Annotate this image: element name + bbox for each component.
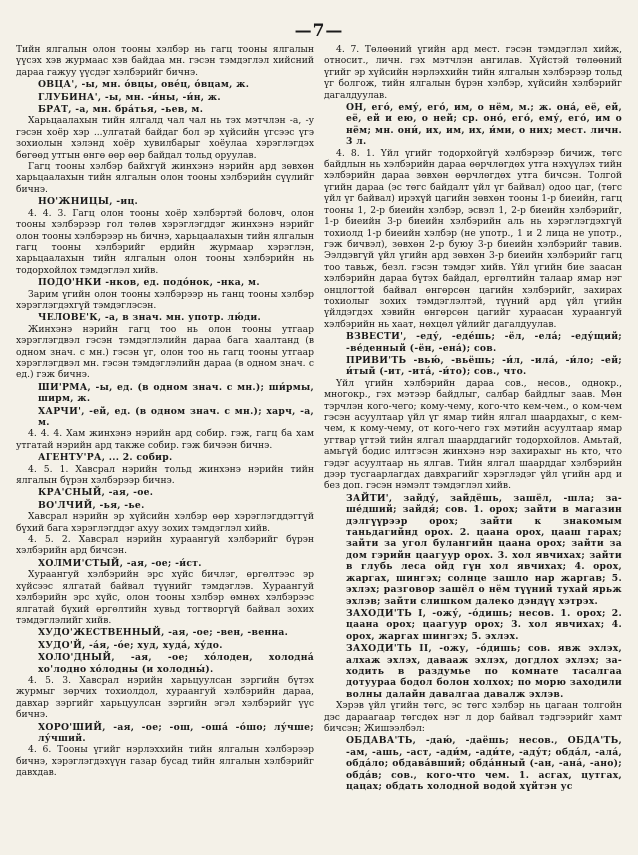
entry-text: ЧЕЛОВЕ'К, -а, в знач. мн. употр. лю́ди.: [38, 312, 262, 324]
entry-text: ЗАЙТИ', зайду́, зайдёшь, зашёл, -шла; за-ше́дший; зайдя́; сов. 1. орох; зайти в магазин дэлгүүрээр орох; зайти к знакомым таньдагийнд орох. 2. цаана орох, цааш гарах; зайти за угол булангийн цаана орох; зайти за дом гэрийн цаагуур орох. 3. хол явчихах; зайти в глубь леса ойд гүн хол явчихах; 4. орох, жаргах, шингэх; солнце зашло нар жаргав; 5. эхлэх; разговор зашёл о нём түүний тухай ярьж эхлэв; зайти слишком далеко дэндүү хэтрэх.: [346, 492, 622, 607]
entry-text: ВО'ЛЧИЙ, -ья, -ье.: [38, 499, 145, 511]
explanatory-paragraph: 4. 5. 2. Хавсрал нэрийн хураангуй хэлбэрийг бүрэн хэлбэрийн ард бичсэн.: [16, 534, 314, 557]
entry-text: ХОРО'ШИЙ, -ая, -ое; -ош, -оша́ -о́шо; лу́чше; лу́чший.: [38, 721, 314, 744]
explanatory-paragraph: 4. 5. 3. Хавсрал нэрийн харьцуулсан зэргийн бүтэх журмыг зөрчих тохиолдол, хураангуй хэлбэрийн дараа, давхар зэргийг харьцуулсан зэргийн эгэл хэлбэрийг үүс бичнэ.: [16, 674, 314, 721]
entry-text: КРА'СНЫЙ, -ая, -ое.: [38, 487, 154, 499]
dictionary-entry: [16, 382, 314, 405]
explanatory-paragraph: Тийн ялгалын олон тооны хэлбэр нь гагц тооны ялгалын үүсэх хэв журмаас хэв байдаа мн. гэсэн тэмдэглэл хийсний дараа гажуу үүсдэг хэлбэрийг бичнэ.: [16, 44, 314, 78]
dictionary-entry: [16, 92, 314, 103]
entry-text: ХОЛМИ'СТЫЙ, -ая, -ое; -и́ст.: [38, 557, 202, 569]
dictionary-entry: [16, 627, 314, 638]
entry-text: ВЗВЕСТИ', -еду́, -еде́шь; -ёл, -ела́; -еду́щий; -ве́денный (-ён, -ена́); сов.: [346, 331, 622, 354]
explanatory-paragraph: 4. 5. 1. Хавсрал нэрийн тольд жинхэнэ нэрийн тийн ялгалын бүрэн хэлбэрээр бичнэ.: [16, 463, 314, 487]
dictionary-entry: [16, 277, 314, 288]
entry-text: ХАРЧИ', -ей, ед. (в одном знач. с мн.); харч, -а, м.: [38, 405, 314, 428]
explanatory-paragraph: 4. 4. 4. Хам жинхэнэ нэрийн ард собир. гэж, гагц ба хам утгатай нэрийн ард также собир. гэж бичээн бичнэ.: [16, 428, 314, 451]
explanatory-paragraph: Хураангуй хэлбэрийн эрс хүйс бичлэг, өргөлтээс эр хүйсээс ялгатай байвал түүнийг тэмдэглэв. Хураангуй хэлбэрийн эрс хүйс, олон тооны хэлбэр өмнөх хэлбэрээс ялгатай бүхий өргөлтийн хувьд тогтворгүй байвал зохих тэмдэглэлийг хийв.: [16, 569, 314, 626]
explanatory-paragraph: Үйл үгийн хэлбэрийн дараа сов., несов., однокр., многокр., гэх мэтээр байдлыг, салбар байдлыг заав. Мөн тэрчлэн кого-чего; кому-чему, кого-что кем-чем., о ком-чем гэсэн асуултаар үйл үг ямар тийн ялгал шаардахыг, с кем-чем, к кому-чему, от кого-чего гэх мэтийн асуултаар ямар угтвар үгтэй тийн ялгал шаарддагийг тодорхойлов. Амьтай, амьгүй бодис илтгэсэн жинхэнэ нэр захирахыг нь кто, что гэдэг асуултаар нь ялгав. Тийн ялгал шаарддаг хэлбэрийн дээр тусгаарлагдах давхрагийг хэрэглэдэг үйл үгийн ард и без доп. гэсэн нэмэлт тэмдэглэл хийв.: [324, 377, 622, 492]
dictionary-entry: [16, 312, 314, 323]
dictionary-entry: [16, 652, 314, 675]
explanatory-paragraph: 4. 4. 3. Гагц олон тооны хоёр хэлбэртэй боловч, олон тооны хэлбэрээр гол төлөв хэрэглэгддэг жинхэнэ нэрийг олон тооны хэлбэрээр нь бичнэ, харьцаалахын тийн ялгалын гагц тооны хэлбэрийг ердийн журмаар хэрэглэн, харьцаалахын тийн ялгалын олон тооны хэлбэрийн нь тодорхойлох тэмдэглэл хийв.: [16, 207, 314, 276]
dictionary-entry: [16, 487, 314, 498]
explanatory-paragraph: 4. 8. 1. Үйл үгийг тодорхойгүй хэлбэрээр бичиж, төгс байдлын нь хэлбэрийн дараа өөрчлөгдөх утга нэхүүлэх тийн хэлбэрийн дараа зөвхөн өөрчлөгдөх утга бичсэн. Толгой үгийн дараа (эс төгс байдалт үйл үг байвал) одоо цаг, (төгс үйл үг байвал) ирэхүй цагийн зөвхөн тооны 1-р биеийн, гагц тооны 1, 2-р биеийн хэлбэр, эсвэл 1, 2-р биеийн хэлбэрийг, 1-р биеийн 3-р биеийн хэлбэрийн аль нь хэрэглэгдэхгүй тохиолд 1-р биеийн хэлбэр (не употр., 1 и 2 лица не употр., гэж бичвэл), зөвхөн 2-р буюу 3-р биеийн хэлбэрийг тавив. Ээлдэвгүй үйл үгийн ард зөвхөн 3-р биеийн хэлбэрийг гагц тоо тавьж, безл. гэсэн тэмдэг хийв. Үйл үгийн бие заасан хэлбэрийн дараа бүтэх байдал, ергөлтийн талаар ямар нэг онцлогтой байвал өнгөрсөн цагийн хэлбэрийг, захирах тохиолыг зохих тэмдэглэлтэй, түүний ард үйл үгийн үйлдэгдэх хэвийн өнгөрсөн цагийг хураасан хураангуй хэлбэрийн нь хаат, нөхцөл үйлийг дагалдуулав.: [324, 147, 622, 330]
dictionary-entry: [16, 452, 314, 463]
explanatory-paragraph: 4. 7. Төлөөний үгийн ард мест. гэсэн тэмдэглэл хийж, относит., личн. гэх мэтчлэн ангилав. Хүйстэй төлөөний үгийг эр хүйсийн нэрлэххийн тийн ялгалын хэлбэрээр тольд үг болгож, тийн ялгалын бүрэн хэлбэр, хүйсийн хэлбэрийг дагалдуулав.: [324, 44, 622, 101]
entry-text: ХУДО'ЖЕСТВЕННЫЙ, -ая, -ое; -вен, -венна.: [38, 627, 289, 639]
entry-text: ГЛУБИНА', -ы, мн. -и́ны, -и́н, ж.: [38, 91, 221, 103]
dictionary-entry: [324, 102, 622, 148]
dictionary-entry: [324, 331, 622, 354]
dictionary-entry: [16, 104, 314, 115]
explanatory-paragraph: 4. 6. Тооны үгийг нэрлэххийн тийн ялгалын хэлбэрээр бичнэ, хэрэглэгдэхүүн газар бусад тийн ялгалын хэлбэрийг давхдав.: [16, 744, 314, 779]
entry-text: БРАТ, -а, мн. бра́тья, -ьев, м.: [38, 104, 204, 116]
dictionary-entry: [16, 500, 314, 511]
columns: [16, 44, 622, 849]
right-column: [324, 44, 622, 849]
left-column: [16, 44, 314, 849]
entry-text: ЗАХОДИ'ТЬ I, -ожу́, -о́дишь; несов. 1. орох; 2. цаана орох; цаагуур орох; 3. хол явчихах; 4. орох, жаргах шингэх; 5. эхлэх.: [346, 607, 622, 642]
entry-text: ЗАХОДИ'ТЬ II, -ожу, -о́дишь; сов. явж эхлэх, алхаж эхлэх, давааж эхлэх, догдлох эхлэх; за-ходить в раздумье по комнате тасалгаа дотуураа бодол болон холхох; по морю заходили волны далайн давалгаа давалж эхлэв.: [346, 643, 622, 700]
dictionary-entry: [324, 608, 622, 642]
dictionary-entry: [16, 640, 314, 651]
dictionary-entry: [16, 558, 314, 569]
dictionary-entry: [16, 196, 314, 207]
entry-text: ОН, его́, ему́, его́, им, о нём, м.; ж. она́, её, ей, её, ей и ею, о ней; ср. оно́, его́, ему́, его́, им о нём; мн. они́, их, им, их, и́ми, о них; мест. личн. 3 л.: [346, 102, 622, 148]
entry-text: АГЕНТУ'РА, ... 2. собир.: [38, 452, 173, 464]
explanatory-paragraph: Гагц тооны хэлбэр байхгүй жинхэнэ нэрийн ард зөвхөн харьцаалахын тийн ялгалын олон тооны хэлбэрийн сүүлийг бичнэ.: [16, 161, 314, 195]
entry-text: НО'ЖНИЦЫ, -иц.: [38, 196, 139, 208]
entry-text: ПОДО'НКИ -нков, ед. подо́нок, -нка, м.: [38, 277, 260, 289]
dictionary-entry: [324, 735, 622, 792]
dictionary-entry: [324, 643, 622, 700]
explanatory-paragraph: Хэрэв үйл үгийн төгс, эс төгс хэлбэр нь цагаан толгойн дэс дараагаар төгсдөх нэг л дор байвал тэдгээрийг хамт бичсэн; Жишээлбэл:: [324, 700, 622, 734]
dictionary-entry: [324, 493, 622, 607]
page-number: —7—: [294, 21, 344, 41]
entry-text: ШИ'РМА, -ы, ед. (в одном знач. с мн.); ши́рмы, ширм, ж.: [38, 381, 314, 405]
entry-text: ХУДО'Й, -а́я, -о́е; худ, худа́, ху́до.: [38, 639, 223, 651]
entry-text: ХОЛО'ДНЫЙ, -ая, -ое; хо́лоден, холодна́ хо'лодно хо́лодны (и холодны́).: [38, 652, 314, 675]
entry-text: ПРИВИ'ТЬ -вью́, -вьёшь; -и́л, -ила́, -и́ло; -ей; и́тый (-ит, -ита́, -и́то); сов., что.: [346, 354, 622, 378]
explanatory-paragraph: Хавсрал нэрийн эр хүйсийн хэлбэр өөр хэрэглэгддэггүй бүхий бага хэрэглэгддэг ахуу зохих тэмдэглэл хийв.: [16, 511, 314, 534]
entry-text: ОВЦА', -ы, мн. о́вцы, ове́ц, о́вцам, ж.: [38, 79, 250, 91]
explanatory-paragraph: Жинхэнэ нэрийн гагц тоо нь олон тооны утгаар хэрэглэгдвэл гэсэн тэмдэглэлийн дараа бага хаалтанд (в одном знач. с мн.) гэсэн үг, олон тоо нь гагц тооны утгаар хэрэглэгдвэл мн. гэсэн тэмдэглэлийн дараа (в одном знач. с ед.) гэж бичнэ.: [16, 323, 314, 381]
explanatory-paragraph: Зарим үгийн олон тооны хэлбэрээр нь ганц тооны хэлбэр хэрэглэгдэхгүй тэмдэглэсэн.: [16, 288, 314, 311]
entry-text: ОБДАВА'ТЬ, -даю́, -даёшь; несов., ОБДА'ТЬ, -ам, -ашь, -аст, -ади́м, -ади́те, -аду́т; обда́л, -ала́, обда́ло; обдава́вший; обда́нный (-ан, -ана́, -ано); обда́в; сов., кого-что чем. 1. асгах, цутгах, цацах; обдать холодной водой хүйтэн ус: [346, 735, 622, 792]
dictionary-entry: [16, 722, 314, 745]
dictionary-entry: [16, 406, 314, 429]
dictionary-entry: [324, 355, 622, 378]
explanatory-paragraph: Харьцаалахын тийн ялгалд чал чал нь тэх мэтчлэн -а, -у гэсэн хоёр хэр ...улгатай байдаг бол эр хүйсийн үгсээс үгэ зохиолын хэлэнд хоёр хувилбарыг хоёулаа хэрэглэгдэх бөгөөд утгын өнгө өөр өөр байдал тольд оруулав.: [16, 115, 314, 161]
dictionary-entry: [16, 79, 314, 90]
